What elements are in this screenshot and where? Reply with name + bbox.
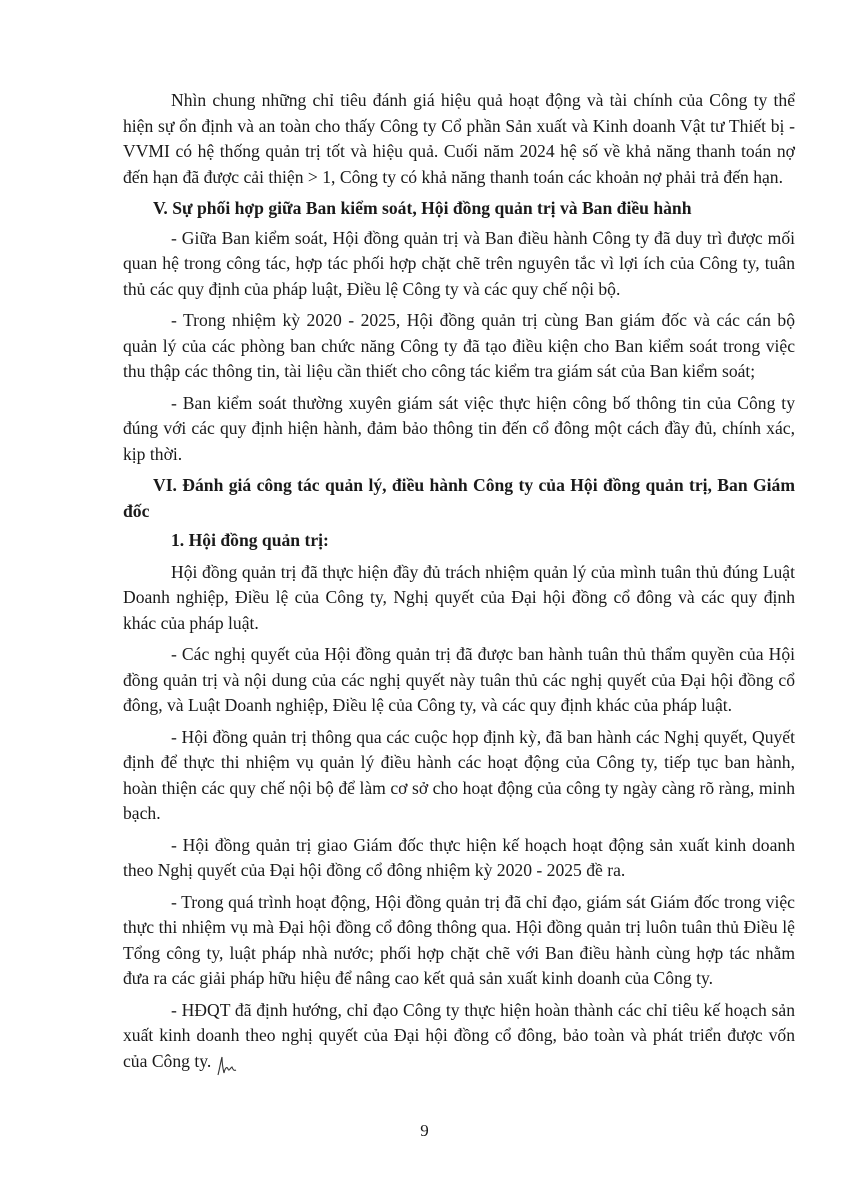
paragraph-board-5: - Trong quá trình hoạt động, Hội đồng quản trị đã chỉ đạo, giám sát Giám đốc trong việc thực thi nhiệm vụ mà Đại hội đồng cổ đông thông qua. Hội đồng quản trị luôn tuân thủ Điều lệ Tổng công ty, luật pháp nhà nước; phối hợp chặt chẽ với Ban điều hành cùng hợp tác nhằm đưa ra các giải pháp hữu hiệu để nâng cao kết quả sản xuất kinh doanh của Công ty. (123, 891, 795, 988)
paragraph-board-4: - Hội đồng quản trị giao Giám đốc thực hiện kế hoạch hoạt động sản xuất kinh doanh theo Nghị quyết của Đại hội đồng cổ đông nhiệm kỳ 2020 - 2025 đề ra. (123, 834, 795, 880)
paragraph-coordination-1: - Giữa Ban kiểm soát, Hội đồng quản trị và Ban điều hành Công ty đã duy trì được mối quan hệ trong công tác, hợp tác phối hợp chặt chẽ trên nguyên tắc vì lợi ích của Công ty, tuân thủ các quy định của pháp luật, Điều lệ Công ty và các quy chế nội bộ. (123, 227, 795, 299)
initials-signature-icon (215, 1055, 237, 1077)
section-v-heading: V. Sự phối hợp giữa Ban kiểm soát, Hội đồng quản trị và Ban điều hành (153, 198, 692, 218)
paragraph-board-1: Hội đồng quản trị đã thực hiện đầy đủ trách nhiệm quản lý của mình tuân thủ đúng Luật Doanh nghiệp, Điều lệ của Công ty, Nghị quyết của Đại hội đồng cổ đông và các quy định khác của pháp luật. (123, 561, 795, 633)
paragraph-performance-summary: Nhìn chung những chỉ tiêu đánh giá hiệu quả hoạt động và tài chính của Công ty thể hiện sự ổn định và an toàn cho thấy Công ty Cổ phần Sản xuất và Kinh doanh Vật tư Thiết bị - VVMI có hệ thống quản trị tốt và hiệu quả. Cuối năm 2024 hệ số về khả năng thanh toán nợ đến hạn đã được cải thiện > 1, Công ty có khả năng thanh toán các khoản nợ phải trả đến hạn. (123, 90, 795, 187)
paragraph-board-6 (123, 998, 795, 1077)
paragraph-board-2: - Các nghị quyết của Hội đồng quản trị đã được ban hành tuân thủ thẩm quyền của Hội đồng quản trị và nội dung của các nghị quyết này tuân thủ các nghị quyết của Đại hội đồng cổ đông, và Luật Doanh nghiệp, Điều lệ của Công ty, và các quy định khác của pháp luật. (123, 644, 795, 715)
paragraph-board-3: - Hội đồng quản trị thông qua các cuộc họp định kỳ, đã ban hành các Nghị quyết, Quyết định để thực thi nhiệm vụ quản lý điều hành các hoạt động của Công ty, tiếp tục ban hành, hoàn thiện các quy chế nội bộ để làm cơ sở cho hoạt động của công ty ngày càng rõ ràng, minh bạch. (123, 726, 795, 823)
paragraph-coordination-3: - Ban kiểm soát thường xuyên giám sát việc thực hiện công bố thông tin của Công ty đúng với các quy định hiện hành, đảm bảo thông tin đến cổ đông một cách đầy đủ, chính xác, kịp thời. (123, 392, 795, 464)
section-vi-heading: VI. Đánh giá công tác quản lý, điều hành Công ty của Hội đồng quản trị, Ban Giám đốc (123, 475, 795, 521)
paragraph-coordination-2: - Trong nhiệm kỳ 2020 - 2025, Hội đồng quản trị cùng Ban giám đốc và các cán bộ quản lý của các phòng ban chức năng Công ty đã tạo điều kiện cho Ban kiểm soát trong việc thu thập các thông tin, tài liệu cần thiết cho công tác kiểm tra giám sát của Ban kiểm soát; (123, 310, 795, 381)
subsection-board-heading: 1. Hội đồng quản trị: (171, 530, 329, 550)
page-number: 9 (420, 1121, 429, 1140)
paragraph-board-6-text: - HĐQT đã định hướng, chỉ đạo Công ty thực hiện hoàn thành các chỉ tiêu kế hoạch sản xuất kinh doanh theo nghị quyết của Đại hội đồng cổ đông, bảo toàn và phát triển được vốn của Công ty. (123, 999, 795, 1071)
